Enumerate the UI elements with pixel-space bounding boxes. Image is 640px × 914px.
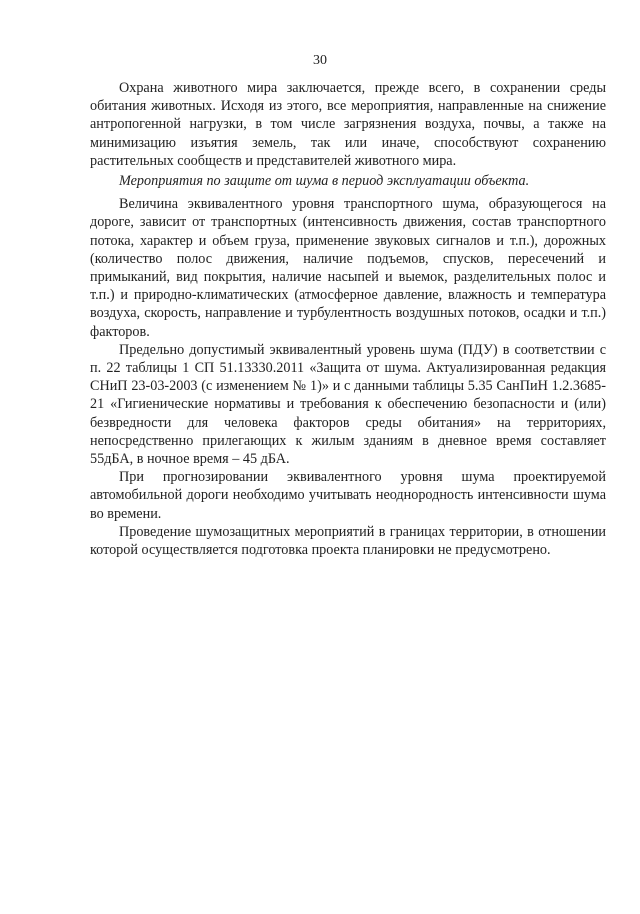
paragraph-noise-factors: Величина эквивалентного уровня транспортного шума, образующегося на дороге, зависит от транспортных (интенсивность движения, состав транспортного потока, характер и объем груза, применение звуковых сигналов и т.п.), дорожных (количество полос движения, наличие подъемов, спусков, пересечений и примыканий, вид покрытия, наличие насыпей и выемок, разделительных полос и т.п.) и природно-климатических (атмосферное давление, влажность и температура воздуха, скорость, направление и турбулентность воздушных потоков, осадки и т.п.) факторов. bbox=[90, 196, 606, 340]
section-heading-noise-protection: Мероприятия по защите от шума в период эксплуатации объекта. bbox=[119, 173, 530, 190]
page-number: 30 bbox=[313, 53, 327, 68]
paragraph-noise-measures: Проведение шумозащитных мероприятий в границах территории, в отношении которой осуществляется подготовка проекта планировки не предусмотрено. bbox=[90, 523, 606, 559]
paragraph-noise-limits: Предельно допустимый эквивалентный уровень шума (ПДУ) в соответствии с п. 22 таблицы 1 СП 51.13330.2011 «Защита от шума. Актуализированная редакция СНиП 23-03-2003 (с изменением № 1)» и с данными таблицы 5.35 СанПиН 1.2.3685-21 «Гигиенические нормативы и требования к обеспечению безопасности и (или) безвредности для человека факторов среды обитания» на территориях, непосредственно прилегающих к жилым зданиям в дневное время составляет 55дБА, в ночное время – 45 дБА. bbox=[90, 341, 606, 468]
document-body bbox=[90, 79, 606, 559]
paragraph-wildlife-protection: Охрана животного мира заключается, прежде всего, в сохранении среды обитания животных. Исходя из этого, все мероприятия, направленные на снижение антропогенной нагрузки, в том числе загрязнения воздуха, почвы, а также на минимизацию изъятия земель, так или иначе, способствуют сохранению растительных сообществ и представителей животного мира. bbox=[90, 80, 606, 169]
paragraph-noise-forecasting: При прогнозировании эквивалентного уровня шума проектируемой автомобильной дороги необходимо учитывать неоднородность интенсивности шума во времени. bbox=[90, 469, 606, 522]
